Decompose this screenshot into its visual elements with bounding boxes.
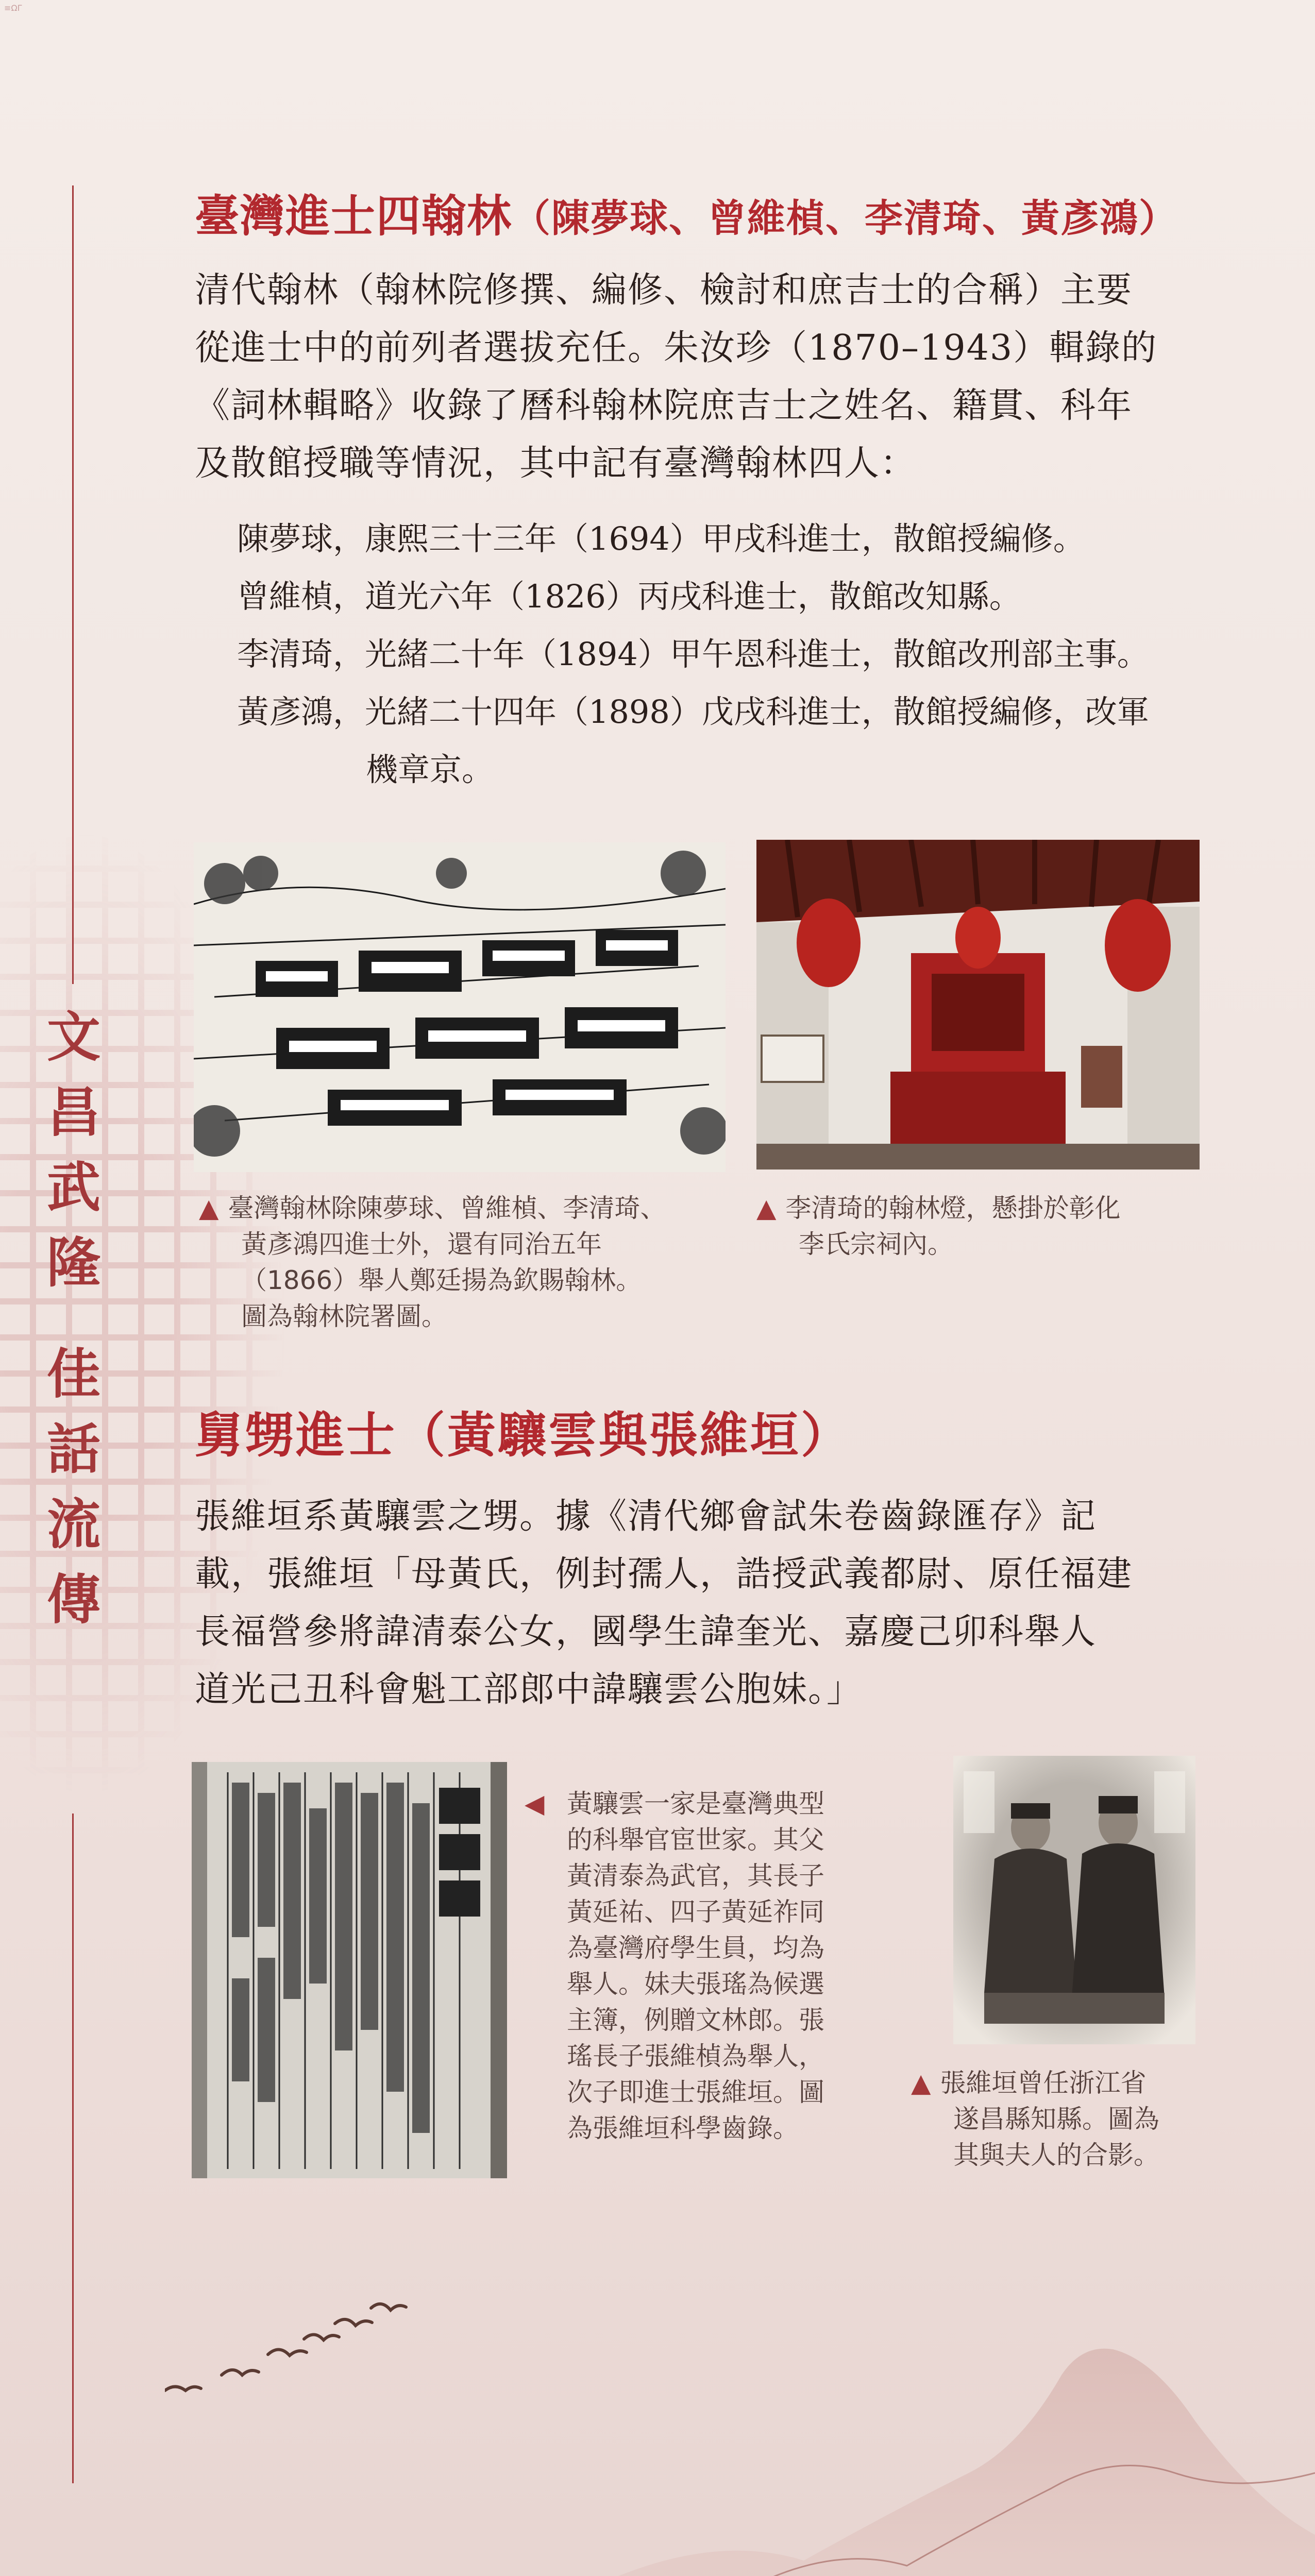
vertical-char: 話 xyxy=(46,1417,100,1481)
caption-line: 李清琦的翰林燈，懸掛於彰化 xyxy=(785,1193,1121,1223)
vertical-title xyxy=(40,999,107,1637)
section1-paragraph xyxy=(195,262,1157,493)
mountain-illustration xyxy=(618,2318,1315,2576)
caption-line: 黃清泰為武官，其長子 xyxy=(567,1861,824,1891)
caption-line: 黃延祐、四子黃延祚同 xyxy=(567,1897,824,1927)
section1-title xyxy=(195,180,1178,244)
paragraph-line: 《詞林輯略》收錄了曆科翰林院庶吉士之姓名、籍貫、科年 xyxy=(195,385,1133,426)
list-item: 陳夢球，康熙三十三年（1694）甲戌科進士，散館授編修。 xyxy=(237,520,1085,557)
divider-line-bottom xyxy=(72,1814,74,2483)
caption-line: 臺灣翰林除陳夢球、曾維楨、李清琦、 xyxy=(228,1193,666,1223)
paragraph-line: 從進士中的前列者選拔充任。朱汝珍（1870–1943）輯錄的 xyxy=(195,328,1158,368)
list-item-continuation: 機章京。 xyxy=(366,751,494,788)
section2-paragraph xyxy=(195,1488,1133,1719)
caption-line: 其與夫人的合影。 xyxy=(953,2140,1159,2170)
section1-title-main: 臺灣進士四翰林 xyxy=(195,190,512,242)
vertical-char: 傳 xyxy=(46,1568,100,1631)
caption-hanlin-drawing xyxy=(199,1190,724,1334)
caption-line: 遂昌縣知縣。圖為 xyxy=(953,2104,1159,2134)
vertical-char: 流 xyxy=(46,1493,100,1556)
caption-line: 黃驤雲一家是臺灣典型 xyxy=(567,1789,824,1819)
vertical-char: 武 xyxy=(46,1156,100,1219)
triangle-left-icon: ◀ xyxy=(525,1789,545,1819)
caption-line: 的科舉官宦世家。其父 xyxy=(567,1825,824,1855)
list-item: 李清琦，光緒二十年（1894）甲午恩科進士，散館改刑部主事。 xyxy=(237,635,1149,673)
list-item: 黃彥鴻，光緒二十四年（1898）戊戌科進士，散館授編修，改軍 xyxy=(237,693,1149,731)
exam-record-book-photo xyxy=(192,1762,507,2178)
section2-title: 舅甥進士（黃驤雲與張維垣） xyxy=(195,1407,852,1464)
divider-line-top xyxy=(72,185,74,984)
triangle-up-icon: ▲ xyxy=(199,1193,219,1223)
caption-portrait xyxy=(911,2065,1220,2173)
paragraph-line: 道光己丑科會魁工部郎中諱驤雲公胞妹。」 xyxy=(195,1669,863,1710)
hanlin-academy-drawing xyxy=(194,842,726,1172)
caption-exam-record xyxy=(525,1786,885,2146)
hanlin-list xyxy=(237,510,1149,799)
section1-title-paren: （陳夢球、曾維楨、李清琦、黃彥鴻） xyxy=(512,196,1178,241)
caption-line: 瑤長子張維楨為舉人， xyxy=(567,2041,824,2071)
paragraph-line: 長福營參將諱清泰公女，國學生諱奎光、嘉慶己卯科舉人 xyxy=(195,1612,1097,1652)
flying-birds-illustration xyxy=(165,2293,433,2447)
paragraph-line: 清代翰林（翰林院修撰、編修、檢討和庶吉士的合稱）主要 xyxy=(195,270,1133,311)
caption-line: 為張維垣科學齒錄。 xyxy=(567,2113,799,2143)
caption-line: 舉人。妹夫張瑤為候選 xyxy=(567,1969,824,1999)
caption-line: 為臺灣府學生員，均為 xyxy=(567,1933,824,1963)
caption-line: 黃彥鴻四進士外，還有同治五年 xyxy=(241,1229,602,1259)
triangle-up-icon: ▲ xyxy=(756,1193,777,1223)
caption-line: （1866）舉人鄭廷揚為欽賜翰林。 xyxy=(241,1265,642,1295)
lantern-hall-photo xyxy=(756,840,1200,1170)
caption-line: 圖為翰林院署圖。 xyxy=(241,1301,447,1331)
couple-portrait-photo xyxy=(953,1756,1195,2044)
vertical-char: 文 xyxy=(46,1005,100,1069)
paragraph-line: 載，張維垣「母黃氏，例封孺人，誥授武義都尉、原任福建 xyxy=(195,1554,1133,1595)
caption-line: 張維垣曾任浙江省 xyxy=(940,2068,1147,2098)
caption-line: 次子即進士張維垣。圖 xyxy=(567,2077,824,2107)
list-item: 曾維楨，道光六年（1826）丙戌科進士，散館改知縣。 xyxy=(237,578,1021,615)
corner-mark: ≡ΩΓ xyxy=(4,3,22,13)
triangle-up-icon: ▲ xyxy=(911,2068,931,2098)
paragraph-line: 張維垣系黃驤雲之甥。據《清代鄉會試朱卷齒錄匯存》記 xyxy=(195,1496,1097,1537)
caption-lantern xyxy=(756,1190,1200,1262)
vertical-char: 佳 xyxy=(46,1342,100,1405)
vertical-char: 昌 xyxy=(46,1080,100,1144)
caption-line: 李氏宗祠內。 xyxy=(799,1229,953,1259)
caption-line: 主簿，例贈文林郎。張 xyxy=(567,2005,824,2035)
paragraph-line: 及散館授職等情況，其中記有臺灣翰林四人： xyxy=(195,443,917,484)
vertical-char: 隆 xyxy=(46,1231,100,1294)
